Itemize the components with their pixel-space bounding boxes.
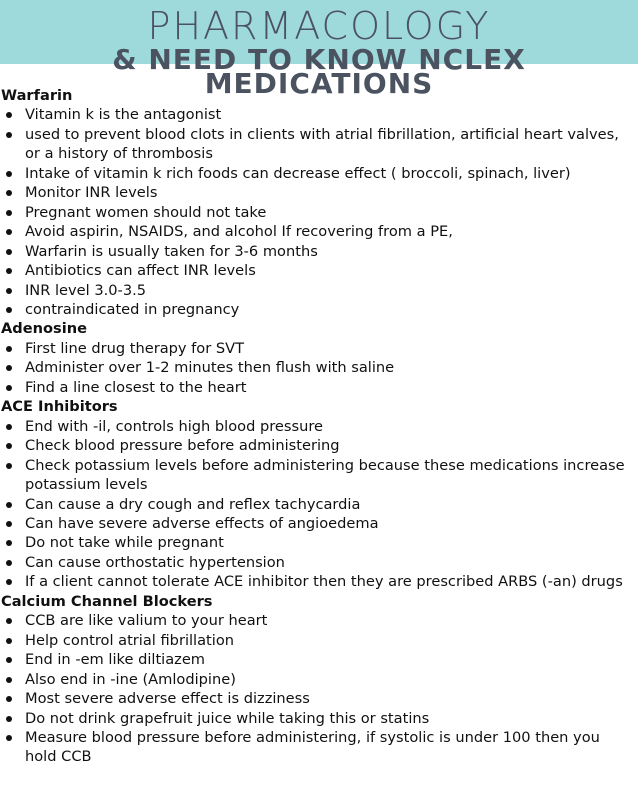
bullet-list — [0, 105, 630, 319]
bullet-icon — [6, 190, 12, 196]
list-item: Administer over 1-2 minutes then flush with saline — [0, 358, 630, 377]
list-item: Can cause orthostatic hypertension — [0, 553, 630, 572]
bullet-icon — [6, 540, 12, 546]
bullet-icon — [6, 210, 12, 216]
bullet-icon — [6, 677, 12, 683]
bullet-icon — [6, 716, 12, 722]
bullet-icon — [6, 579, 12, 585]
list-item: Check blood pressure before administering — [0, 436, 630, 455]
list-item: INR level 3.0-3.5 — [0, 281, 630, 300]
bullet-icon — [6, 229, 12, 235]
list-item: Do not drink grapefruit juice while taking this or statins — [0, 709, 630, 728]
list-item: If a client cannot tolerate ACE inhibitor then they are prescribed ARBS (-an) drugs — [0, 572, 630, 591]
bullet-list — [0, 611, 630, 767]
list-item: Find a line closest to the heart — [0, 378, 630, 397]
section-title: Warfarin — [1, 87, 73, 104]
bullet-icon — [6, 268, 12, 274]
list-item: Pregnant women should not take — [0, 203, 630, 222]
list-item: Can cause a dry cough and reflex tachycardia — [0, 495, 630, 514]
bullet-icon — [6, 424, 12, 430]
list-item: Avoid aspirin, NSAIDS, and alcohol If recovering from a PE, — [0, 222, 630, 241]
bullet-icon — [6, 735, 12, 741]
bullet-list — [0, 417, 630, 592]
bullet-list — [0, 339, 630, 397]
page-subtitle-line2: MEDICATIONS — [204, 67, 434, 100]
section-warfarin — [0, 86, 630, 319]
bullet-icon — [6, 171, 12, 177]
bullet-icon — [6, 521, 12, 527]
list-item: Do not take while pregnant — [0, 533, 630, 552]
bullet-icon — [6, 502, 12, 508]
list-item: contraindicated in pregnancy — [0, 300, 630, 319]
bullet-icon — [6, 638, 12, 644]
bullet-icon — [6, 288, 12, 294]
list-item: End with -il, controls high blood pressure — [0, 417, 630, 436]
bullet-icon — [6, 560, 12, 566]
list-item: Can have severe adverse effects of angioedema — [0, 514, 630, 533]
list-item: Monitor INR levels — [0, 183, 630, 202]
bullet-icon — [6, 657, 12, 663]
list-item: Measure blood pressure before administering, if systolic is under 100 then you hold CCB — [0, 728, 630, 767]
bullet-icon — [6, 696, 12, 702]
list-item: Intake of vitamin k rich foods can decrease effect ( broccoli, spinach, liver) — [0, 164, 630, 183]
list-item: Most severe adverse effect is dizziness — [0, 689, 630, 708]
list-item: Help control atrial fibrillation — [0, 631, 630, 650]
bullet-icon — [6, 112, 12, 118]
list-item: Check potassium levels before administering because these medications increase potassium levels — [0, 456, 630, 495]
list-item: Antibiotics can affect INR levels — [0, 261, 630, 280]
bullet-icon — [6, 307, 12, 313]
bullet-icon — [6, 443, 12, 449]
bullet-icon — [6, 346, 12, 352]
list-item: Also end in -ine (Amlodipine) — [0, 670, 630, 689]
bullet-icon — [6, 365, 12, 371]
list-item: CCB are like valium to your heart — [0, 611, 630, 630]
bullet-icon — [6, 385, 12, 391]
bullet-icon — [6, 618, 12, 624]
document-content — [0, 86, 630, 767]
section-title: ACE Inhibitors — [1, 398, 118, 416]
section-adenosine — [0, 319, 630, 397]
bullet-icon — [6, 132, 12, 138]
list-item: Warfarin is usually taken for 3-6 months — [0, 242, 630, 261]
list-item: End in -em like diltiazem — [0, 650, 630, 669]
section-ace-inhibitors — [0, 397, 630, 592]
list-item: used to prevent blood clots in clients with atrial fibrillation, artificial heart valves, or a history of thrombosis — [0, 125, 630, 164]
bullet-icon — [6, 463, 12, 469]
section-title: Adenosine — [1, 320, 88, 338]
page-title: PHARMACOLOGY — [147, 4, 491, 48]
bullet-icon — [6, 249, 12, 255]
section-calcium-channel-blockers — [0, 592, 630, 767]
section-title: Calcium Channel Blockers — [1, 592, 213, 610]
list-item: First line drug therapy for SVT — [0, 339, 630, 358]
page-subtitle-line1: & NEED TO KNOW NCLEX — [112, 43, 526, 76]
list-item: Vitamin k is the antagonist — [0, 105, 630, 124]
